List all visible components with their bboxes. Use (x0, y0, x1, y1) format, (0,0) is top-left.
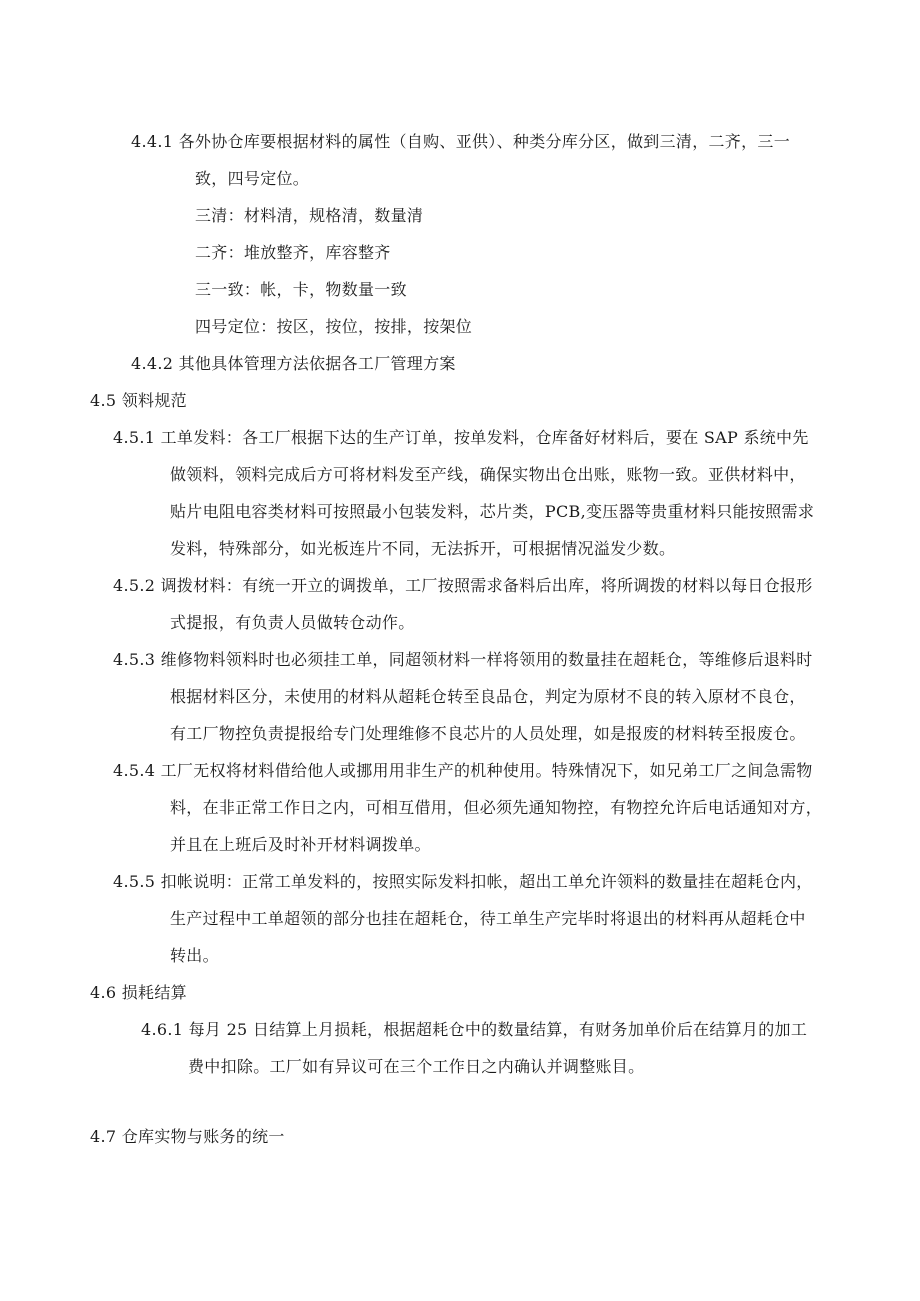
clause-4-5-5-line-3: 转出。 (170, 946, 219, 965)
heading-4-7: 4.7 仓库实物与账务的统一 (90, 1127, 285, 1146)
clause-4-5-4-line-1: 4.5.4 工厂无权将材料借给他人或挪用用非生产的机种使用。特殊情况下，如兄弟工厂之间急需物 (113, 761, 813, 780)
clause-4-5-1-line-2: 做领料，领料完成后方可将材料发至产线，确保实物出仓出账，账物一致。亚供材料中， (170, 465, 806, 484)
clause-4-5-1-line-4: 发料，特殊部分，如光板连片不同，无法拆开，可根据情况溢发少数。 (170, 539, 676, 558)
clause-4-5-3-line-2: 根据材料区分，未使用的材料从超耗仓转至良品仓，判定为原材不良的转入原材不良仓， (170, 687, 806, 706)
sihao-definition: 四号定位：按区，按位，按排，按架位 (195, 317, 473, 336)
erqi-definition: 二齐：堆放整齐，库容整齐 (195, 243, 391, 262)
clause-4-6-1-line-2: 费中扣除。工厂如有异议可在三个工作日之内确认并调整账目。 (188, 1057, 645, 1076)
heading-4-6: 4.6 损耗结算 (90, 983, 187, 1002)
clause-4-5-5-line-2: 生产过程中工单超领的部分也挂在超耗仓，待工单生产完毕时将退出的材料再从超耗仓中 (170, 909, 806, 928)
clause-4-5-1-line-1: 4.5.1 工单发料：各工厂根据下达的生产订单，按单发料，仓库备好材料后，要在 SAP 系统中先 (113, 428, 809, 447)
clause-4-6-1-line-1: 4.6.1 每月 25 日结算上月损耗，根据超耗仓中的数量结算，有财务加单价后在结算月的加工 (141, 1020, 808, 1039)
clause-4-5-3-line-1: 4.5.3 维修物料领料时也必须挂工单，同超领材料一样将领用的数量挂在超耗仓，等维修后退料时 (113, 650, 813, 669)
clause-4-5-2-line-2: 式提报，有负责人员做转仓动作。 (170, 613, 415, 632)
clause-4-5-4-line-3: 并且在上班后及时补开材料调拨单。 (170, 835, 431, 854)
clause-4-4-1-line-2: 致，四号定位。 (195, 169, 310, 188)
clause-4-5-4-line-2: 料，在非正常工作日之内，可相互借用，但必须先通知物控，有物控允许后电话通知对方， (170, 798, 823, 817)
clause-4-5-3-line-3: 有工厂物控负责提报给专门处理维修不良芯片的人员处理，如是报废的材料转至报废仓。 (170, 724, 806, 743)
clause-4-5-1-line-3: 贴片电阻电容类材料可按照最小包装发料，芯片类，PCB,变压器等贵重材料只能按照需求 (170, 502, 815, 521)
clause-4-5-5-line-1: 4.5.5 扣帐说明：正常工单发料的，按照实际发料扣帐，超出工单允许领料的数量挂在超耗仓内， (113, 872, 813, 891)
clause-4-4-1-line-1: 4.4.1 各外协仓库要根据材料的属性（自购、亚供）、种类分库分区，做到三清，二齐，三一 (131, 132, 790, 151)
sanqing-definition: 三清：材料清，规格清，数量清 (195, 206, 424, 225)
clause-4-5-2-line-1: 4.5.2 调拨材料：有统一开立的调拨单，工厂按照需求备料后出库，将所调拨的材料以每日仓报形 (113, 576, 813, 595)
heading-4-5: 4.5 领料规范 (90, 391, 187, 410)
sanyizhi-definition: 三一致：帐，卡，物数量一致 (195, 280, 407, 299)
clause-4-4-2: 4.4.2 其他具体管理方法依据各工厂管理方案 (131, 354, 456, 373)
